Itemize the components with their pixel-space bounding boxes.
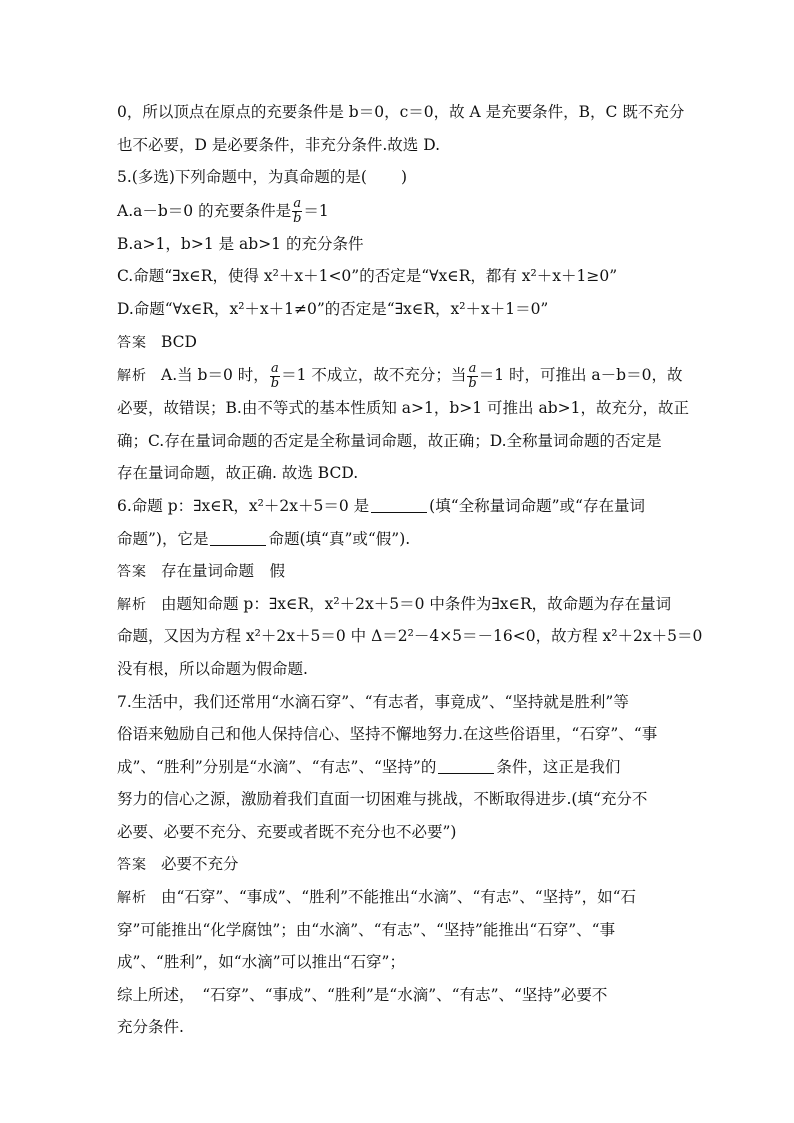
q6-line-1 xyxy=(117,490,677,523)
q7-explanation-line-1 xyxy=(117,881,677,914)
fraction-numerator: a xyxy=(293,196,302,212)
fraction-denominator: b xyxy=(468,375,477,391)
q7-line-5: 必要、必要不充分、充要或者既不充分也不必要”) xyxy=(117,822,457,841)
explanation-label: 解析 xyxy=(117,890,147,907)
q6-text-c: 命题”)，它是 xyxy=(117,529,209,548)
fraction-a-over-b xyxy=(467,362,477,391)
fraction-numerator: a xyxy=(271,360,279,376)
q5-title xyxy=(117,161,677,194)
q7-line-1: 7.生活中，我们还常用“水滴石穿”、“有志者，事竟成”、“坚持就是胜利”等 xyxy=(117,692,629,711)
fraction-a-over-b xyxy=(270,362,280,391)
answer-label: 答案 xyxy=(117,564,147,581)
q6-text-b: (填“全称量词命题”或“存在量词 xyxy=(429,496,645,515)
q7-line-2: 俗语来勉励自己和他人保持信心、坚持不懈地努力.在这些俗语里，“石穿”、“事 xyxy=(117,725,658,744)
q5-exp-text-a: A.当 b＝0 时， xyxy=(161,366,269,385)
q5-explanation-line-3: 确；C.存在量词命题的否定是全称量词命题，故正确；D.全称量词命题的否定是 xyxy=(117,431,662,450)
answer-label: 答案 xyxy=(117,857,147,874)
q6-text-d: 命题(填“真”或“假”). xyxy=(268,529,411,548)
q5-exp-text-c: ＝1 时，可推出 a－b＝0，故 xyxy=(478,366,683,385)
q7-explanation-line-4: 综上所述， “石穿”、“事成”、“胜利”是“水滴”、“有志”、“坚持”必要不 xyxy=(117,985,608,1004)
document-page xyxy=(117,96,703,1044)
q7-explanation-line-5: 充分条件. xyxy=(117,1018,184,1037)
q6-exp-text: 由题知命题 p：∃x∈R，x²＋2x＋5＝0 中条件为∃x∈R，故命题为存在量词 xyxy=(161,594,672,613)
q5-option-a-text: A.a－b＝0 的充要条件是 xyxy=(117,201,292,220)
fraction-denominator: b xyxy=(270,375,280,391)
q7-explanation-line-3: 成”、“胜利”，如“水滴”可以推出“石穿”； xyxy=(117,953,405,972)
q6-explanation-line-2: 命题，又因为方程 x²＋2x＋5＝0 中 Δ＝2²－4×5＝－16<0，故方程 x²＋2x＋5＝0 xyxy=(117,627,703,646)
explanation-label: 解析 xyxy=(117,368,147,385)
q4-explanation-line-2: 也不必要，D 是必要条件，非充分条件.故选 D. xyxy=(117,135,441,154)
q5-option-c: C.命题“∃x∈R，使得 x²＋x＋1<0”的否定是“∀x∈R，都有 x²＋x＋1≥0” xyxy=(117,267,618,286)
q5-explanation-line-1 xyxy=(117,358,683,392)
q7-text-b: 条件，这正是我们 xyxy=(496,757,621,776)
answer-label: 答案 xyxy=(117,334,147,351)
q5-answer xyxy=(117,326,677,359)
q6-line-2 xyxy=(117,523,677,556)
q7-answer xyxy=(117,848,677,881)
q5-explanation-line-2: 必要，故错误；B.由不等式的基本性质知 a>1，b>1 可推出 ab>1，故充分，故正 xyxy=(117,399,689,418)
q6-answer-value: 存在量词命题 假 xyxy=(161,562,286,581)
q7-exp-text: 由“石穿”、“事成”、“胜利”不能推出“水滴”、“有志”、“坚持”，如“石 xyxy=(161,888,637,907)
q7-explanation-line-2: 穿”可能推出“化学腐蚀”；由“水滴”、“有志”、“坚持”能推出“石穿”、“事 xyxy=(117,920,616,939)
q7-text-a: 成”、“胜利”分别是“水滴”、“有志”、“坚持”的 xyxy=(117,757,437,776)
q5-explanation-line-4: 存在量词命题，故正确. 故选 BCD. xyxy=(117,464,359,483)
q7-line-3 xyxy=(117,751,677,784)
q6-explanation-line-1 xyxy=(117,588,677,621)
answer-blank xyxy=(371,498,427,513)
q4-explanation-line-1: 0，所以顶点在原点的充要条件是 b＝0，c＝0，故 A 是充要条件，B，C 既不充分 xyxy=(117,103,685,121)
fraction-numerator: a xyxy=(468,360,477,376)
q6-answer xyxy=(117,555,677,588)
q5-exp-text-b: ＝1 不成立，故不充分；当 xyxy=(281,366,467,385)
q7-line-4: 努力的信心之源，激励着我们直面一切困难与挑战，不断取得进步.(填“充分不 xyxy=(117,790,648,809)
q6-explanation-line-3: 没有根，所以命题为假命题. xyxy=(117,659,308,678)
q5-option-a-tail: ＝1 xyxy=(303,201,329,220)
q5-answer-value: BCD xyxy=(161,332,197,351)
answer-blank xyxy=(438,759,494,774)
q5-title-text: 5.(多选)下列命题中，为真命题的是( xyxy=(117,168,367,187)
fraction-denominator: b xyxy=(293,211,302,227)
q5-option-a xyxy=(117,194,677,228)
q5-option-d: D.命题“∀x∈R，x²＋x＋1≠0”的否定是“∃x∈R，x²＋x＋1＝0” xyxy=(117,299,549,318)
explanation-label: 解析 xyxy=(117,596,147,613)
fraction-a-over-b xyxy=(292,197,302,226)
answer-blank xyxy=(210,531,266,546)
q6-text-a: 6.命题 p：∃x∈R，x²＋2x＋5＝0 是 xyxy=(117,496,370,515)
q7-answer-value: 必要不充分 xyxy=(161,855,239,874)
q5-option-b: B.a>1，b>1 是 ab>1 的充分条件 xyxy=(117,234,364,253)
q5-title-close: ) xyxy=(400,168,407,187)
